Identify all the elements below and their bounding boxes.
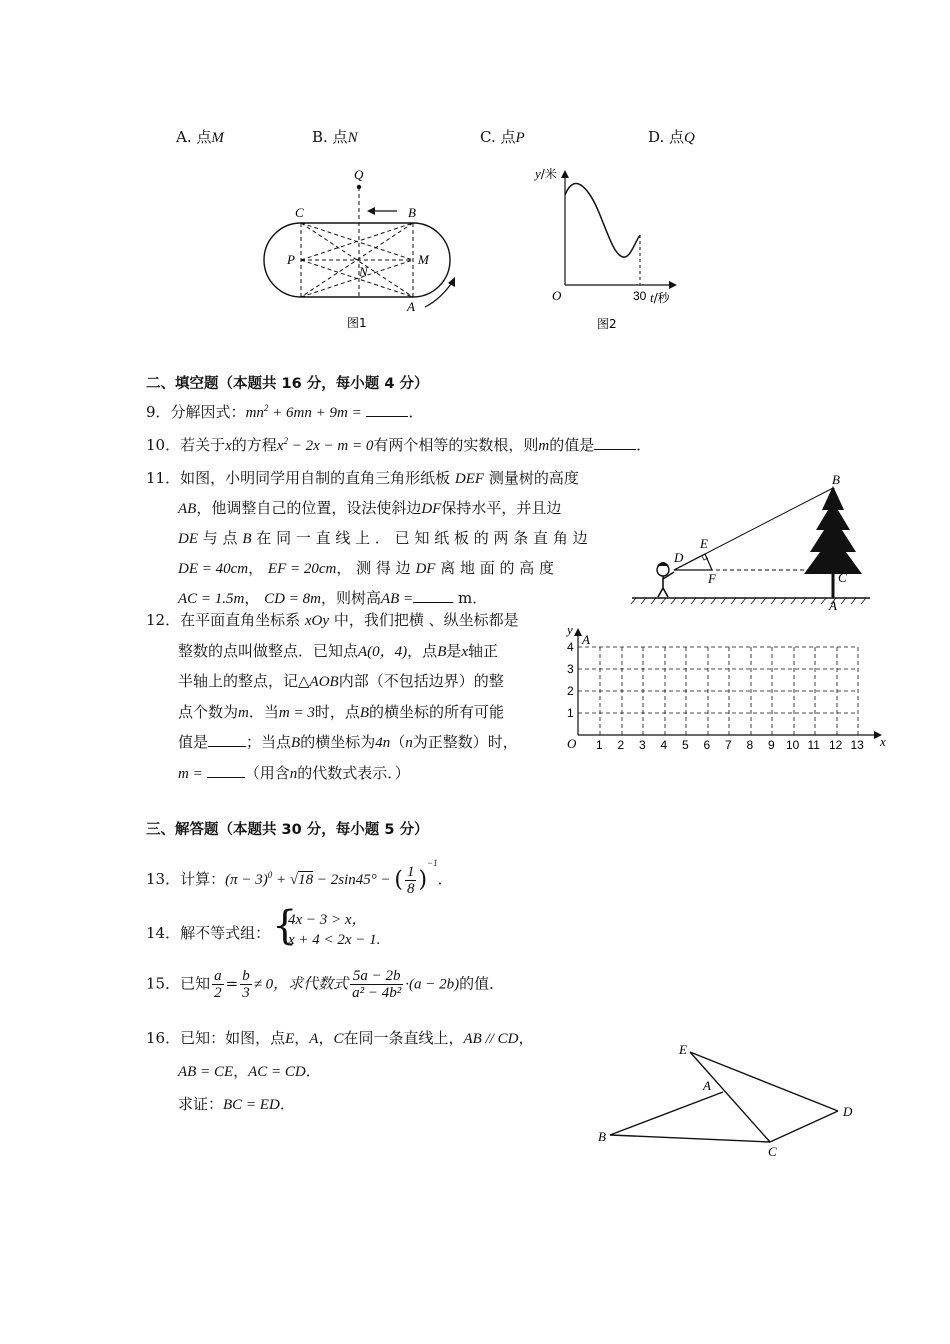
question-11: 11．如图，小明同学用自制的直角三角形纸板 DEF 测量树的高度 AB，他调整自己的位置，设法使斜边DF保持水平，并且边 DE 与 点 B 在 同 一 直 线 上 ． 已 知 纸 板 的 两 条 直 角 边 DE = 40cm， EF = 20cm， 测 得 边 DF 离 地 面 的 高 度 AC = 1.5m， CD = 8m，则树高AB = m． — [146, 469, 588, 607]
fig2-caption: 图2 — [597, 317, 617, 331]
tree-label-f: F — [708, 571, 716, 586]
fig1-caption: 图1 — [347, 316, 367, 330]
grid-xtick-3: 3 — [639, 738, 646, 752]
inequality-1: 4x − 3 > x， — [288, 912, 367, 928]
fig2-xtick: 30 — [633, 289, 647, 303]
section-3-title: 三、解答题（本题共 30 分，每小题 5 分） — [146, 822, 429, 838]
option-a: A. 点M — [176, 128, 224, 146]
triangle-label-b: B — [598, 1129, 606, 1144]
grid-ytick-1: 1 — [567, 706, 574, 720]
grid-xtick-7: 7 — [725, 738, 732, 752]
fig1-label-b: B — [408, 205, 416, 220]
fig2-xlabel: t/秒 — [650, 290, 670, 305]
option-b: B. 点N — [312, 128, 358, 146]
tree-label-b: B — [832, 472, 840, 487]
question-13: 13．计算：$(\pi - 3)^0 + √18 - 2\sin 45^\circ$ − ( $\frac{1}{8}$ )$^{-1}$． — [146, 858, 453, 897]
grid-xtick-4: 4 — [660, 738, 668, 752]
fig1-label-c: C — [295, 205, 304, 220]
grid-x-axis-label: x — [880, 734, 886, 749]
question-15: 15．已知 $\frac{a}{2}$ = $\frac{b}{3}$ ≠ 0，求代数式 $\frac{5a - 2b}{\text{a² − 4b²}}$ ·(a − 2b)的值． — [146, 968, 505, 1001]
grid-xtick-12: 12 — [829, 738, 843, 752]
question-12: 12．在平面直角坐标系 xOy 中，我们把横 、纵坐标都是 整数的点叫做整点．已知点A(0，4)，点B是x轴正 半轴上的整点，记△AOB内部（不包括边界）的整 点个数为m．当m = 3时，点B的横坐标的所有可能 值是 ；当点B的横坐标为4n（n为正整数）时， m = （用含n的代数式表示．） — [146, 611, 519, 782]
question-10: 10．若关于x的方程$x^2 - 2x - m = 0$有两个相等的实数根，则m的值是 ． — [146, 436, 652, 454]
figure-triangles — [595, 1038, 865, 1163]
question-16: 16．已知：如图，点E，A，C在同一条直线上，AB // CD， AB = CE，AC = CD． 求证：BC = ED． — [146, 1029, 534, 1113]
section-2-title: 二、填空题（本题共 16 分，每小题 4 分） — [146, 376, 429, 392]
grid-origin-label: O — [567, 736, 577, 751]
question-9: 9．分解因式：$mn^2 + 6mn + 9m$ = ． — [146, 403, 424, 421]
grid-xtick-13: 13 — [850, 738, 864, 752]
answer-blank-12b[interactable] — [207, 763, 245, 778]
answer-blank-9[interactable] — [366, 402, 408, 417]
fig1-label-m: M — [418, 252, 429, 267]
tree-label-a: A — [829, 598, 837, 610]
triangle-label-c: C — [768, 1144, 777, 1159]
answer-blank-11[interactable] — [413, 588, 453, 603]
tree-label-d: D — [674, 550, 684, 565]
grid-xtick-2: 2 — [617, 738, 625, 752]
figure-integer-grid — [560, 620, 890, 752]
option-d: D. 点Q — [648, 128, 695, 146]
figure-1-track — [255, 165, 485, 335]
grid-ytick-4: 4 — [567, 640, 574, 654]
grid-xtick-11: 11 — [807, 738, 820, 752]
grid-xtick-9: 9 — [768, 738, 775, 752]
answer-blank-12a[interactable] — [208, 732, 246, 747]
grid-ytick-3: 3 — [567, 662, 574, 676]
figure-2-graph — [525, 160, 685, 335]
fig1-label-q: Q — [354, 167, 364, 182]
answer-blank-10[interactable] — [594, 435, 636, 450]
triangle-label-d: D — [843, 1104, 853, 1119]
tree-label-c: C — [838, 570, 847, 585]
grid-xtick-6: 6 — [703, 738, 711, 752]
fig2-ylabel: y/米 — [535, 166, 557, 181]
figure-tree-measurement — [630, 470, 880, 610]
grid-xtick-10: 10 — [786, 738, 800, 752]
grid-xtick-1: 1 — [596, 738, 603, 752]
option-c: C. 点P — [480, 128, 525, 146]
fig2-origin: O — [552, 288, 562, 303]
triangle-label-e: E — [679, 1042, 687, 1057]
tree-label-e: E — [700, 536, 708, 551]
grid-y-axis-label: y — [567, 622, 573, 637]
grid-ytick-2: 2 — [567, 684, 574, 698]
fig1-label-p: P — [287, 252, 295, 267]
triangle-label-a: A — [703, 1078, 711, 1093]
grid-point-a-label: A — [582, 632, 590, 647]
inequality-2: x + 4 < 2x − 1. — [288, 932, 381, 948]
fig1-label-a: A — [407, 299, 415, 314]
grid-xtick-8: 8 — [746, 738, 754, 752]
grid-xtick-5: 5 — [682, 738, 689, 752]
fig1-label-n: N — [359, 264, 368, 279]
